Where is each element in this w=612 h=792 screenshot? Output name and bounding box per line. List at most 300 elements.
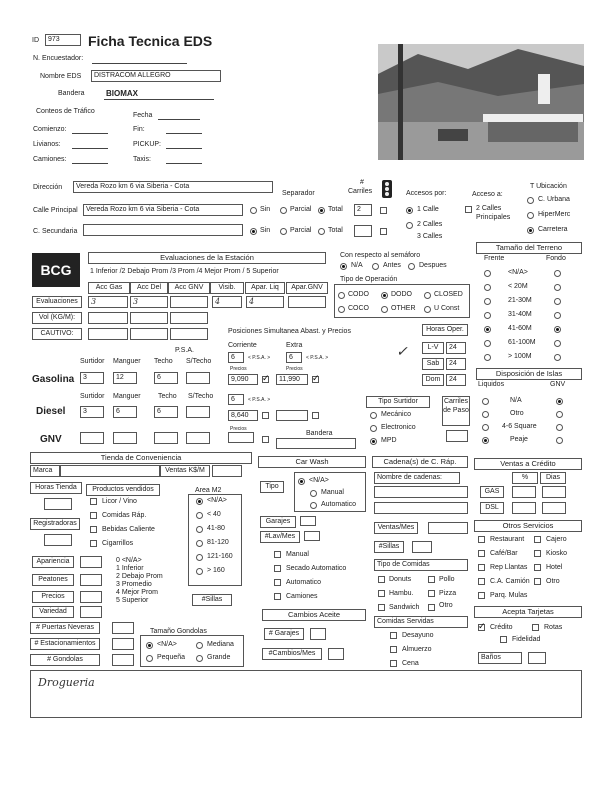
prod-licor-label: Licor / Vino — [102, 498, 137, 505]
die-price[interactable]: 8,640 — [228, 410, 258, 421]
col-accgas: Acc Gas — [88, 282, 130, 294]
calle-field[interactable]: Vereda Rozo km 6 via Siberia - Cota — [83, 204, 243, 216]
gondolas-box — [140, 635, 244, 667]
tc-pollo-check[interactable] — [428, 576, 435, 583]
serv-desayuno-check[interactable] — [390, 632, 397, 639]
op-dodo-radio[interactable] — [381, 292, 388, 299]
area-radio[interactable] — [196, 498, 203, 505]
otros-label: Kiosko — [546, 550, 568, 557]
otros-check[interactable] — [534, 550, 541, 557]
carriles-paso-field[interactable] — [446, 430, 468, 442]
vol-accdel[interactable] — [130, 312, 168, 324]
eval-accdel[interactable]: 3 — [130, 296, 168, 308]
horas-dom-label: Dom — [422, 374, 444, 386]
otros-check[interactable] — [534, 578, 541, 585]
surtidor-label-d: Surtidor — [80, 393, 105, 400]
taxis-line[interactable] — [166, 163, 202, 164]
manguer-label-d: Manguer — [113, 393, 141, 400]
eval-scale: 1 Inferior /2 Debajo Prom /3 Prom /4 Mejor Prom / 5 Superior — [90, 268, 279, 275]
sep-sin-radio[interactable] — [250, 207, 257, 214]
fecha-label: Fecha — [133, 112, 153, 119]
fondo-radio[interactable] — [554, 312, 561, 319]
islas-liq-radio[interactable] — [482, 437, 489, 444]
tc-pollo-label: Pollo — [439, 576, 455, 583]
eval-apargnv[interactable] — [288, 296, 326, 308]
fondo-radio[interactable] — [554, 284, 561, 291]
frente-label: Frente — [484, 255, 505, 262]
die-manguer[interactable]: 6 — [113, 406, 137, 418]
ts-mecanico-radio[interactable] — [370, 412, 377, 419]
lav-label: #Lav/Mes — [260, 531, 300, 543]
secundaria-field[interactable] — [83, 224, 243, 236]
eval-visib[interactable]: 4 — [212, 296, 242, 308]
cadena-sillas-label: #Sillas — [374, 541, 404, 553]
gas-extra-field[interactable]: 6 — [286, 352, 302, 363]
scale-line: 5 Superior — [116, 597, 149, 604]
tc-pizza-check[interactable] — [428, 590, 435, 597]
tc-donuts-check[interactable] — [378, 576, 385, 583]
taxis-label: Taxis: — [133, 156, 151, 163]
ts-mecanico-label: Mecánico — [381, 411, 411, 418]
cambios-field[interactable] — [328, 648, 344, 660]
area-opt-label: 41-80 — [207, 525, 225, 532]
area-radio[interactable] — [196, 554, 203, 561]
acceso-a-check[interactable] — [465, 206, 472, 213]
gas-price1[interactable]: 9,090 — [228, 374, 258, 385]
otros-label: Hotel — [546, 564, 563, 571]
col-accdel: Acc Del — [130, 282, 168, 294]
credito-dsl-dias[interactable] — [542, 502, 566, 514]
die-price-check[interactable] — [262, 412, 269, 419]
gnv-techo[interactable] — [154, 432, 178, 444]
sep-total-label: Total — [328, 206, 343, 213]
otros-check[interactable] — [534, 536, 541, 543]
gas-corr-field[interactable]: 6 — [228, 352, 244, 363]
id-field[interactable]: 973 — [45, 34, 81, 46]
gond-mediana-radio[interactable] — [196, 642, 203, 649]
cadena-sillas-field[interactable] — [412, 541, 432, 553]
bandera-line — [104, 99, 214, 100]
islas-liq-radio[interactable] — [482, 411, 489, 418]
cautivo-accgas[interactable] — [88, 328, 128, 340]
tarj-fidelidad-check[interactable] — [500, 636, 507, 643]
sep2-parcial-radio[interactable] — [280, 228, 287, 235]
ub-hiper-label: HiperMerc — [538, 211, 571, 218]
prod-licor-check[interactable] — [90, 498, 97, 505]
sep2-sin-radio[interactable] — [250, 228, 257, 235]
tarj-credito-check[interactable] — [478, 624, 485, 631]
credito-gas-pct[interactable] — [512, 486, 536, 498]
marca-field[interactable] — [60, 465, 160, 477]
techo-label-d: Techo — [158, 393, 177, 400]
sep-parcial-label: Parcial — [290, 206, 312, 213]
die-surtidor[interactable]: 3 — [80, 406, 104, 418]
horas-dom-field[interactable]: 24 — [446, 374, 466, 386]
stecho-label: S/Techo — [186, 358, 212, 365]
prod-cigarrillos-label: Cigarrillos — [102, 540, 134, 547]
die-price2-check[interactable] — [312, 412, 319, 419]
op-other-radio[interactable] — [381, 306, 388, 313]
cadena-tipo-label: Tipo de Comidas — [374, 559, 468, 571]
ts-mpd-label: MPD — [381, 437, 397, 444]
station-photo — [378, 44, 584, 160]
liquidos-label: Liquidos — [478, 381, 505, 388]
direccion-field[interactable]: Vereda Rozo km 6 via Siberia - Cota — [73, 181, 273, 193]
tc-otro-label: Otro — [439, 602, 453, 609]
gond-na-label: <N/A> — [157, 641, 177, 648]
num-garajes-label: # Garajes — [264, 628, 304, 640]
area-label: Area M2 — [195, 487, 222, 494]
cw-check-manual-label: Manual — [286, 551, 309, 558]
scale-line: 0 <N/A> — [116, 557, 142, 564]
otros-check[interactable] — [478, 564, 485, 571]
gas-surtidor[interactable]: 3 — [80, 372, 104, 384]
frente-radio[interactable] — [484, 284, 491, 291]
credito-gas-dias[interactable] — [542, 486, 566, 498]
registradoras-field[interactable] — [44, 534, 72, 546]
prod-comidas-check[interactable] — [90, 512, 97, 519]
otros-check[interactable] — [478, 536, 485, 543]
frente-radio[interactable] — [484, 298, 491, 305]
sep2-sin-label: Sin — [260, 227, 271, 234]
techo-label: Techo — [154, 358, 173, 365]
sem-antes-radio[interactable] — [372, 263, 379, 270]
gondolas-field[interactable] — [112, 654, 134, 666]
fondo-label: Fondo — [546, 255, 566, 262]
cautivo-accdel[interactable] — [130, 328, 168, 340]
gas-manguer[interactable]: 12 — [113, 372, 137, 384]
cw-auto-radio[interactable] — [310, 502, 317, 509]
apariencia-label: Apariencia — [32, 556, 74, 568]
cw-manual-label: Manual — [321, 489, 344, 496]
livianos-line[interactable] — [72, 148, 108, 149]
otros-label: Otro — [546, 578, 560, 585]
camiones-line[interactable] — [72, 163, 108, 164]
credito-dsl-pct[interactable] — [512, 502, 536, 514]
estacionamientos-field[interactable] — [112, 638, 134, 650]
separador-label: Separador — [282, 190, 315, 197]
camiones-label: Camiones: — [33, 156, 67, 163]
frente-radio[interactable] — [484, 326, 491, 333]
otros-check[interactable] — [478, 550, 485, 557]
eval-accgnv[interactable] — [170, 296, 208, 308]
credito-dias: Dias — [540, 472, 566, 484]
nombre-eds-field[interactable]: DISTRACOM ALLEGRO — [91, 70, 221, 82]
garajes-label: Garajes — [260, 516, 296, 528]
garajes-field[interactable] — [300, 516, 316, 526]
bcg-logo: BCG — [32, 253, 80, 287]
islas-gnv-radio[interactable] — [556, 398, 563, 405]
cambios-label: #Cambios/Mes — [262, 648, 322, 660]
ts-electronico-radio[interactable] — [370, 425, 377, 432]
otros-title: Otros Servicios — [474, 520, 582, 532]
precios-field[interactable] — [80, 591, 102, 603]
horas-tienda-field[interactable] — [44, 498, 72, 510]
col-accgnv: Acc GNV — [168, 282, 210, 294]
ub-carretera-radio[interactable] — [527, 227, 534, 234]
comienzo-line[interactable] — [72, 133, 108, 134]
bandera-value: BIOMAX — [106, 89, 138, 98]
serv-almuerzo-label: Almuerzo — [402, 646, 432, 653]
cw-na-radio[interactable] — [298, 478, 305, 485]
row-evaluaciones: Evaluaciones — [32, 296, 82, 308]
secundaria-label: C. Secundaria — [33, 228, 78, 235]
scale-line: 3 Promedio — [116, 581, 152, 588]
scale-line: 1 Inferior — [116, 565, 144, 572]
cadena-ventas-label: Ventas/Mes — [374, 522, 418, 534]
neveras-label: # Puertas Neveras — [30, 622, 100, 634]
tipo-surtidor-label: Tipo Surtidor — [366, 396, 430, 408]
die-psa: < P.S.A. > — [248, 397, 271, 403]
ub-carretera-label: Carretera — [538, 226, 568, 233]
sep-parcial-radio[interactable] — [280, 207, 287, 214]
carwash-tipo-label: Tipo — [260, 481, 284, 493]
scale-line: 2 Debajo Prom — [116, 573, 163, 580]
notes-box[interactable] — [30, 670, 582, 718]
op-closed-radio[interactable] — [424, 292, 431, 299]
cadena-ventas-field[interactable] — [428, 522, 468, 534]
prod-cigarrillos-check[interactable] — [90, 540, 97, 547]
tc-sandwich-check[interactable] — [378, 604, 385, 611]
servidas-label: Comidas Servidas — [374, 616, 468, 628]
sem-na-radio[interactable] — [340, 263, 347, 270]
sep-total-radio[interactable] — [318, 207, 325, 214]
ventas-field[interactable] — [212, 465, 242, 477]
ts-mpd-radio[interactable] — [370, 438, 377, 445]
cadena-nombre-field2[interactable] — [374, 502, 468, 514]
ub-hiper-radio[interactable] — [527, 212, 534, 219]
op-coco-radio[interactable] — [338, 306, 345, 313]
fecha-line[interactable] — [158, 119, 200, 120]
gond-mediana-label: Mediana — [207, 641, 234, 648]
gond-grande-radio[interactable] — [196, 655, 203, 662]
die-stecho[interactable] — [186, 406, 210, 418]
aceite-title: Cambios Aceite — [262, 609, 366, 621]
fondo-radio[interactable] — [554, 354, 561, 361]
comienzo-label: Comienzo: — [33, 126, 67, 133]
cw-check-auto-label: Automatico — [286, 579, 322, 586]
extra-label: Extra — [286, 342, 303, 349]
hw-check-mark: ✓ — [396, 344, 408, 360]
row-vol: Vol (KG/M): — [32, 312, 82, 324]
scale-line: 4 Mejor Prom — [116, 589, 159, 596]
stecho-label-d: S/Techo — [188, 393, 214, 400]
otros-check[interactable] — [478, 578, 485, 585]
vol-accgnv[interactable] — [170, 312, 208, 324]
carriles-paso-label: Carriles de Paso — [442, 396, 470, 426]
islas-liq-radio[interactable] — [482, 424, 489, 431]
prod-bebidas-check[interactable] — [90, 526, 97, 533]
gas-psa1: < P.S.A. > — [248, 355, 271, 361]
credito-gas-label: GAS — [480, 486, 504, 498]
otros-check[interactable] — [534, 564, 541, 571]
gnv-price[interactable] — [228, 432, 254, 443]
area-opt-label: > 160 — [207, 567, 225, 574]
id-label: ID — [32, 37, 39, 44]
tarj-rotas-check[interactable] — [532, 624, 539, 631]
cw-auto-label: Automatico — [321, 501, 357, 508]
tamano-title: Tamaño del Terreno — [476, 242, 582, 254]
registradoras-label: Registradoras — [30, 518, 80, 530]
gas-price2-check[interactable] — [312, 376, 319, 383]
prod-bebidas-label: Bebidas Caliente — [102, 526, 155, 533]
gas-price1-check[interactable] — [262, 376, 269, 383]
banos-field[interactable] — [528, 652, 546, 664]
islas-gnv-label: GNV — [550, 381, 566, 388]
islas-gnv-radio[interactable] — [556, 411, 563, 418]
otros-check[interactable] — [478, 592, 485, 599]
frente-radio[interactable] — [484, 312, 491, 319]
estacionamientos-label: # Estacionamientos — [30, 638, 100, 650]
gondolas-label: # Gondolas — [30, 654, 100, 666]
die-corr-field[interactable]: 6 — [228, 394, 244, 405]
op-dodo-label: DODO — [391, 291, 412, 298]
credito-title: Ventas a Crédito — [474, 458, 582, 470]
frente-radio[interactable] — [484, 354, 491, 361]
area-opt-label: 81-120 — [207, 539, 229, 546]
sep2-total-label: Total — [328, 227, 343, 234]
semaforo-label: Con respecto al semáforo — [340, 252, 421, 259]
gond-pequena-radio[interactable] — [146, 655, 153, 662]
area-radio[interactable] — [196, 568, 203, 575]
apariencia-field[interactable] — [80, 556, 102, 568]
frente-radio[interactable] — [484, 340, 491, 347]
gond-pequena-label: Pequeña — [157, 654, 186, 661]
cw-check-manual[interactable] — [274, 551, 281, 558]
area-opt-label: 121-160 — [207, 553, 233, 560]
horas-lv-label: L-V — [422, 342, 444, 354]
gas-price2[interactable]: 11,990 — [276, 374, 308, 385]
fondo-radio[interactable] — [554, 298, 561, 305]
tc-otro-check[interactable] — [428, 604, 435, 611]
sep2-total-radio[interactable] — [318, 228, 325, 235]
col-aparliq: Apar. Liq — [245, 282, 285, 294]
ub-urbana-radio[interactable] — [527, 197, 534, 204]
islas-liq-radio[interactable] — [482, 398, 489, 405]
tipo-op-box — [334, 284, 470, 318]
fondo-radio[interactable] — [554, 270, 561, 277]
vol-accgas[interactable] — [88, 312, 128, 324]
cw-check-secado[interactable] — [274, 565, 281, 572]
cw-check-auto[interactable] — [274, 579, 281, 586]
neveras-field[interactable] — [112, 622, 134, 634]
gnv-surtidor[interactable] — [80, 432, 104, 444]
encuestador-line[interactable] — [92, 63, 187, 64]
carriles-hash: # — [360, 179, 364, 186]
serv-almuerzo-check[interactable] — [390, 646, 397, 653]
tamano-opt-label: > 100M — [508, 353, 532, 360]
gnv-stecho[interactable] — [186, 432, 210, 444]
tc-hambu-check[interactable] — [378, 590, 385, 597]
acceso-a-opt: 2 Calles Principales — [476, 205, 511, 221]
cadena-nombre-field1[interactable] — [374, 486, 468, 498]
lav-field[interactable] — [304, 531, 320, 541]
num-garajes-field[interactable] — [310, 628, 326, 640]
tc-sandwich-label: Sandwich — [389, 604, 420, 611]
cw-check-camiones[interactable] — [274, 593, 281, 600]
pickup-line[interactable] — [166, 148, 202, 149]
gnv-price-check[interactable] — [262, 436, 269, 443]
gond-grande-label: Grande — [207, 654, 231, 661]
gas-stecho[interactable] — [186, 372, 210, 384]
op-uconst-radio[interactable] — [424, 306, 431, 313]
bandera-label: Bandera — [58, 90, 85, 97]
corriente-label: Corriente — [228, 342, 257, 349]
area-radio[interactable] — [196, 526, 203, 533]
area-radio[interactable] — [196, 512, 203, 519]
carriles2-field[interactable] — [354, 225, 372, 237]
frente-radio[interactable] — [484, 270, 491, 277]
horas-lv-field[interactable]: 24 — [446, 342, 466, 354]
fondo-radio[interactable] — [554, 326, 561, 333]
ub-urbana-label: C. Urbana — [538, 196, 570, 203]
area-radio[interactable] — [196, 540, 203, 547]
cautivo-accgnv[interactable] — [170, 328, 208, 340]
eval-accgas[interactable]: 3 — [88, 296, 128, 308]
tc-hambu-label: Hambu. — [389, 590, 414, 597]
gond-na-radio[interactable] — [146, 642, 153, 649]
carriles-label: Carriles — [348, 188, 373, 195]
horas-sab-label: Sab — [422, 358, 444, 370]
cw-check-secado-label: Secado Automatico — [286, 565, 347, 572]
serv-cena-check[interactable] — [390, 660, 397, 667]
cw-na-label: <N/A> — [309, 477, 329, 484]
eval-aparliq[interactable]: 4 — [246, 296, 284, 308]
area-opt-label: <N/A> — [207, 497, 227, 504]
serv-cena-label: Cena — [402, 660, 419, 667]
acc-2-radio[interactable] — [406, 222, 413, 229]
carriles-check[interactable] — [380, 207, 387, 214]
islas-gnv-radio[interactable] — [556, 424, 563, 431]
op-codo-label: CODO — [348, 291, 369, 298]
fin-label: Fin: — [133, 126, 145, 133]
gas-techo[interactable]: 6 — [154, 372, 178, 384]
sem-antes-label: Antes — [383, 262, 401, 269]
op-coco-label: COCO — [348, 305, 369, 312]
carriles-field[interactable]: 2 — [354, 204, 372, 216]
calle-label: Calle Principal — [33, 207, 78, 214]
eval-title: Evaluaciones de la Estación — [88, 252, 326, 264]
bandera-fuel-field[interactable] — [276, 438, 356, 449]
productos-label: Productos vendidos — [86, 484, 160, 496]
sem-despues-radio[interactable] — [408, 263, 415, 270]
die-price2[interactable] — [276, 410, 308, 421]
acc-3-label: 3 Calles — [417, 233, 443, 240]
horas-sab-field[interactable]: 24 — [446, 358, 466, 370]
peatones-field[interactable] — [80, 574, 102, 586]
carriles2-check[interactable] — [380, 228, 387, 235]
fondo-radio[interactable] — [554, 340, 561, 347]
page-title: Ficha Tecnica EDS — [88, 33, 213, 49]
tarj-credito-label: Crédito — [490, 624, 513, 631]
precios-label: Precios — [32, 591, 74, 603]
encuestador-label: N. Encuestador: — [33, 55, 84, 62]
tarjetas-title: Acepta Tarjetas — [474, 606, 582, 618]
traffic-title: Conteos de Tráfico — [36, 108, 95, 115]
op-codo-radio[interactable] — [338, 292, 345, 299]
area-opt-label: < 40 — [207, 511, 221, 518]
accesos-label: Accesos por: — [406, 190, 447, 197]
acc-1-radio[interactable] — [406, 207, 413, 214]
variedad-field[interactable] — [80, 606, 102, 618]
photo-scene-icon — [378, 44, 584, 160]
islas-gnv-radio[interactable] — [556, 437, 563, 444]
gnv-manguer[interactable] — [113, 432, 137, 444]
cw-manual-radio[interactable] — [310, 490, 317, 497]
fin-line[interactable] — [166, 133, 202, 134]
tarj-fidelidad-label: Fidelidad — [512, 636, 541, 643]
die-techo[interactable]: 6 — [154, 406, 178, 418]
